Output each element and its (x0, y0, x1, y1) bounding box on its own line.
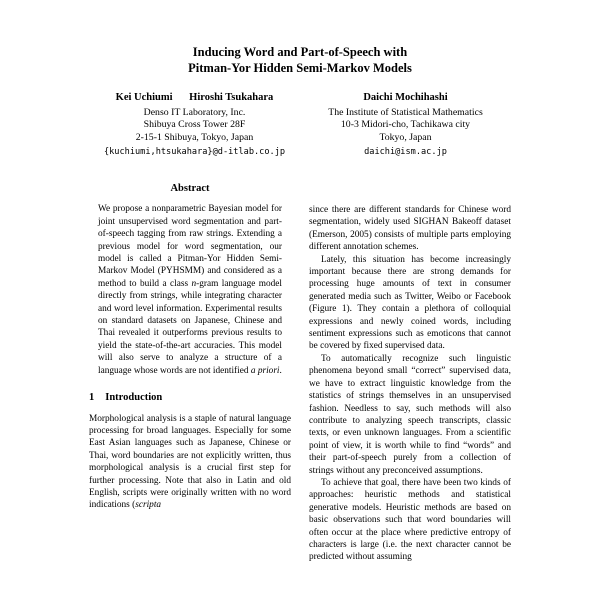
abstract-italic-term: n (191, 278, 197, 289)
author-names-2 (300, 91, 511, 105)
author-email: daichi@ism.ac.jp (364, 146, 447, 157)
author-group-2 (300, 91, 511, 158)
author-affiliation-line: Tokyo, Japan (379, 132, 432, 144)
author-affiliation-line: 2-15-1 Shibuya, Tokyo, Japan (135, 132, 254, 144)
author-names-1 (89, 91, 300, 105)
author-name: Hiroshi Tsukahara (189, 92, 274, 103)
author-affiliation-line: Shibuya Cross Tower 28F (143, 119, 246, 131)
paper-body (89, 183, 511, 564)
section-number: 1 (89, 392, 95, 404)
paper-title (89, 44, 511, 76)
section-title: Introduction (105, 392, 163, 404)
right-paragraph-3: To automatically recognize such linguistic phenomena beyond small “correct” supervised data, we have to extract linguistic knowledge from the statistics of strings themselves in an unsupervised fashion. Needless to say, such methods will also contribute to analyzing speech transcripts, classic texts, or even unknown languages. From a scientific point of view, it is worth while to find “words” and their part-of-speech purely from a collection of strings without any preconceived assumptions. (309, 353, 511, 476)
author-affiliation-line: Denso IT Laboratory, Inc. (143, 106, 246, 118)
author-email: {kuchiumi,htsukahara}@d-itlab.co.jp (103, 146, 286, 157)
author-block-row (89, 91, 511, 158)
right-column (309, 183, 511, 564)
right-paragraph-4: To achieve that goal, there have been two kinds of approaches: heuristic methods and statistical generative models. Heuristic methods are based on basic observations such that word boundaries will often occur at the place where predictive entropy of characters is large (i.e. the next character cannot be predicted without assuming (309, 477, 511, 563)
paper-title-line1: Inducing Word and Part-of-Speech with (192, 45, 408, 59)
author-affiliation-line: The Institute of Statistical Mathematics (328, 106, 483, 118)
section-heading-introduction (89, 392, 291, 404)
left-column (89, 183, 291, 564)
intro-text: Morphological analysis is a staple of natural language processing for broad languages. Especially for some East Asian languages such as Japanese, Chinese or Thai, word boundaries are not explicitly written, thus morphological analysis is a crucial first step for further processing. Note that also in Latin and old English, scripts were originally written with no word indications ( (89, 413, 291, 511)
abstract-italic-term: a priori (250, 365, 280, 376)
abstract-part: . (279, 365, 282, 376)
paper-title-line2: Pitman-Yor Hidden Semi-Markov Models (188, 61, 412, 75)
author-name: Daichi Mochihashi (363, 92, 448, 103)
abstract-part: We propose a nonparametric Bayesian model for joint unsupervised word segmentation and part-of-speech tagging from raw strings. Extending a previous model for word segmentation, our model is called a Pitman-Yor Hidden Semi-Markov Model (PYHSMM) and considered as a method to build a class (98, 204, 282, 289)
right-paragraph-1: since there are different standards for Chinese word segmentation, widely used SIGHAN Bakeoff dataset (Emerson, 2005) consists of multiple parts employing different annotation schemes. (309, 205, 511, 253)
author-affiliation-line: 10-3 Midori-cho, Tachikawa city (340, 119, 471, 131)
right-paragraph-2: Lately, this situation has become increasingly important because there are strong demands for processing huge amounts of text in consumer generated media such as Twitter, Weibo or Facebook (Figure 1). They contain a plethora of colloquial expressions and newly coined words, including sentiment expressions such as emoticons that cannot be covered by fixed supervised data. (309, 254, 511, 352)
intro-paragraph (89, 413, 291, 512)
abstract-heading: Abstract (170, 183, 210, 195)
author-group-1 (89, 91, 300, 158)
abstract-part: -gram language model directly from strings, while integrating character and word level information. Experimental results on standard datasets on Japanese, Chinese and Thai revealed it outperforms previous results to yield the state-of-the-art accuracies. This model will also serve to analyze a structure of a language whose words are not identified (98, 278, 282, 376)
author-name: Kei Uchiumi (115, 92, 173, 103)
intro-italic-term: scripta (135, 500, 162, 511)
abstract-text (98, 203, 282, 377)
